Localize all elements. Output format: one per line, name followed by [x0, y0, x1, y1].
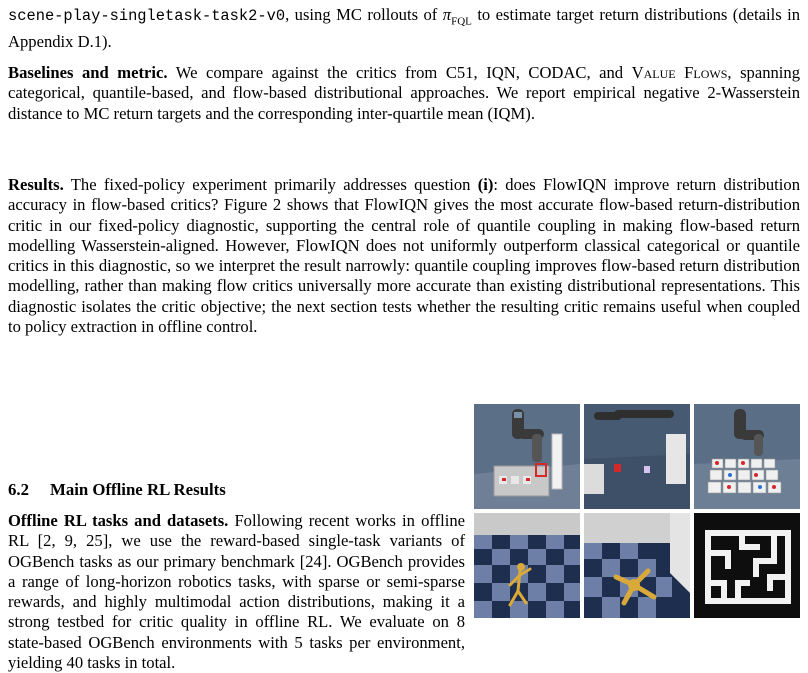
robot-arm-icon: [694, 404, 800, 509]
env-name-code: scene-play-singletask-task2-v0: [8, 7, 286, 25]
robot-arm-icon: [474, 404, 580, 509]
intro-text-2: to estimate target return distributions (details in Appendix D.1).: [8, 5, 801, 51]
question-label: (i): [477, 175, 494, 194]
offline-text: Following recent works in offline RL [2, 9, 25], we use the reward-based single-task variants of OGBench tasks as our primary benchmark [24]. OGBench provides a range of long-horizon robotics tasks, with sparse or semi-sparse rewards, and highly multimodal action distributions, making it a strong testbed for critic quality in offline RL. We evaluate on 8 state-based OGBench environments with 5 tasks per environment, yielding 40 tasks in total.: [8, 511, 466, 673]
baselines-text-2: , spanning categorical, quantile-based, and flow-based distributional approaches. We report empirical negative 2-Wasserstein distance to MC return targets and the corresponding inter-quartile mean (IQM).: [8, 63, 801, 123]
humanoid-icon: [474, 513, 580, 618]
robot-arm-puzzle-scene-image: [694, 404, 800, 509]
humanoid-maze-scene-image: [474, 513, 580, 618]
intro-paragraph: [8, 5, 800, 52]
offline-heading: Offline RL tasks and datasets.: [8, 511, 229, 530]
section-heading: [8, 480, 226, 500]
robot-arm-cube-scene-image: [474, 404, 580, 509]
robot-arm-icon: [584, 404, 690, 509]
intro-text: , using MC rollouts of: [285, 5, 443, 24]
baselines-paragraph: [8, 63, 800, 124]
ant-maze-scene-image: [584, 513, 690, 618]
maze-icon: [694, 513, 800, 618]
results-text: The fixed-policy experiment primarily addresses question: [63, 175, 478, 194]
ant-icon: [584, 513, 690, 618]
maze-layout-image: [694, 513, 800, 618]
results-heading: Results.: [8, 175, 64, 194]
pi-symbol: π: [442, 5, 452, 24]
results-text-2: : does FlowIQN improve return distribution accuracy in flow-based critics? Figure 2 shows that FlowIQN gives the most accurate flow-based return-distribution critic in our fixed-policy diagnostic, supporting the central role of quantile coupling in making flow-based return modelling Wasserstein-aligned. However, FlowIQN does not uniformly outperform classical categorical or quantile critics in this diagnostic, so we interpret the result narrowly: quantile coupling improves flow-based return distribution modelling, rather than making flow critics universally more accurate than existing distributional representations. This diagnostic isolates the critic objective; the next section tests whether the resulting critic remains useful when coupled to policy extraction in offline control.: [8, 175, 800, 337]
environments-figure: [474, 404, 800, 618]
robot-arm-drawer-scene-image: [584, 404, 690, 509]
value-flows-name: Value Flows: [631, 63, 728, 82]
section-title: Main Offline RL Results: [50, 480, 226, 499]
results-paragraph: [8, 175, 800, 337]
pi-subscript: FQL: [451, 15, 472, 28]
baselines-text: We compare against the critics from C51, IQN, CODAC, and: [167, 63, 632, 82]
section-number: 6.2: [8, 480, 29, 499]
offline-paragraph: [8, 511, 465, 673]
baselines-heading: Baselines and metric.: [8, 63, 168, 82]
